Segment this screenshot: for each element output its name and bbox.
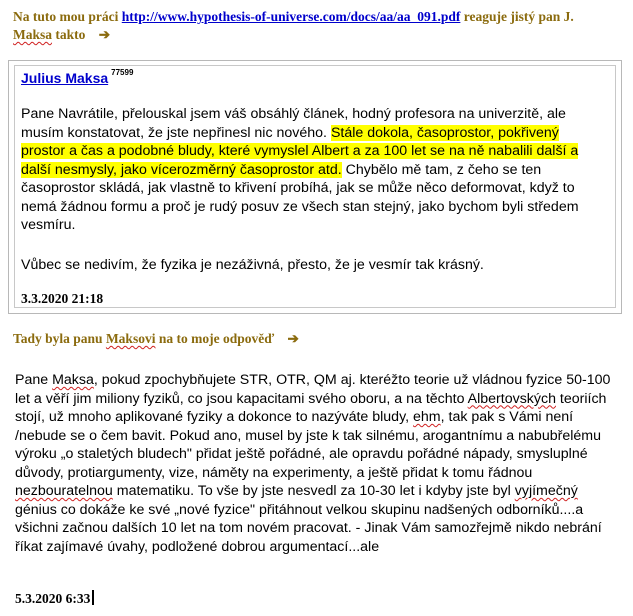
reply-text-2: , pokud zpochybňujete STR, OTR, QM aj. kteréžto teorie už vládnou fyzice 50-100 let a věří jim miliony fyziků, co jsou kapacitami svého oboru, a na těchto — [15, 372, 611, 407]
comment-author — [21, 68, 133, 86]
reply-word-albertovskych: Albertovských — [467, 390, 556, 407]
reply-text-4: , tak pak s Vámi není /nebude se o čem bavit. Pokud ano, musel by jste k tak silnému, arogantnímu a nabubřelému výroku „o staletých bludech" přidat ještě pořádné, ale opravdu pořádné nápady, smysluplné důvody, protiargumenty, vize, náměty na experimenty, a ještě přidat k tomu řádnou — [15, 409, 601, 481]
arrow-right-icon: ➔ — [287, 331, 299, 346]
quoted-comment-box — [8, 60, 622, 314]
intro-suffix-2: takto — [55, 27, 86, 42]
comment-date: 3.3.2020 21:18 — [21, 291, 104, 306]
text-cursor — [92, 590, 94, 605]
intro-suffix: reaguje jistý pan J. — [463, 9, 574, 24]
pdf-link[interactable]: http://www.hypothesis-of-universe.com/docs/aa/aa_091.pdf — [121, 9, 461, 24]
author-link[interactable]: Julius Maksa — [21, 70, 109, 86]
comment-highlight: Stále dokola, časoprostor, pokřivený prostor a čas a podobné bludy, které vymyslel Albert a za 100 let se na ně nabalili další a další nesmysly, jako vícerozměrný časoprostor atd. — [21, 124, 579, 178]
reply-heading-prefix: Tady byla panu — [13, 331, 103, 346]
reply-heading — [13, 330, 613, 348]
reply-text-1: Pane — [15, 372, 49, 388]
arrow-right-icon: ➔ — [98, 27, 111, 42]
comment-paragraph-2: Vůbec se nedivím, že fyzika je nezáživná, přesto, že je vesmír tak krásný. — [21, 257, 484, 273]
comment-text-1: Pane Navrátile, přelouskal jsem váš obsáhlý článek, hodný profesora na univerzitě, ale musím konstatovat, že jste nepřinesl nic nového. — [21, 106, 566, 141]
comment-text-2: Chybělo mě tam, z čeho se ten časoprostor skládá, jak vlastně to křivení probíhá, jak se může něco deformovat, když to nemá žádnou formu a proč je rudý posuv ze všech stan stejný, jako bychom byli středem vesmíru. — [21, 161, 579, 233]
reply-word-ehm: ehm — [413, 409, 441, 425]
reply-heading-name: Maksovi — [105, 331, 156, 346]
quoted-comment-inner — [14, 65, 616, 308]
reply-text-3: teoriích stojí, už mnoho aplikované fyziky a dokonce to nazýváte bludy, — [15, 390, 607, 425]
reply-date: 5.3.2020 6:33 — [15, 591, 91, 606]
reply-word-vyjimecny: vyjímečný — [514, 483, 578, 499]
reply-paragraph — [15, 371, 618, 556]
intro-heading — [13, 8, 613, 44]
author-id: 77599 — [111, 68, 134, 77]
reply-text-5: matematiku. To vše by jste nesvedl za 10-30 let i kdyby jste byl — [116, 483, 511, 499]
reply-word-nezbouratelnou: nezbouratelnou — [15, 483, 113, 499]
reply-word-maksa: Maksa — [52, 372, 94, 388]
comment-paragraph-1 — [21, 105, 596, 235]
reply-heading-suffix: na to moje odpověď — [158, 331, 275, 346]
reply-text-6: génius co dokáže ke své „nové fyzice" přitáhnout velkou skupinu nadšených odborníků....a všichni začnou dalších 10 let na tom novém pracovat. - Jinak Vám samozřejmě nikdo nebrání říkat zajímavé úvahy, podložené dobrou argumentací...ale — [15, 501, 602, 555]
intro-prefix: Na tuto mou práci — [13, 9, 119, 24]
surname-word: Maksa — [13, 27, 53, 42]
reply-date-line — [15, 590, 94, 607]
